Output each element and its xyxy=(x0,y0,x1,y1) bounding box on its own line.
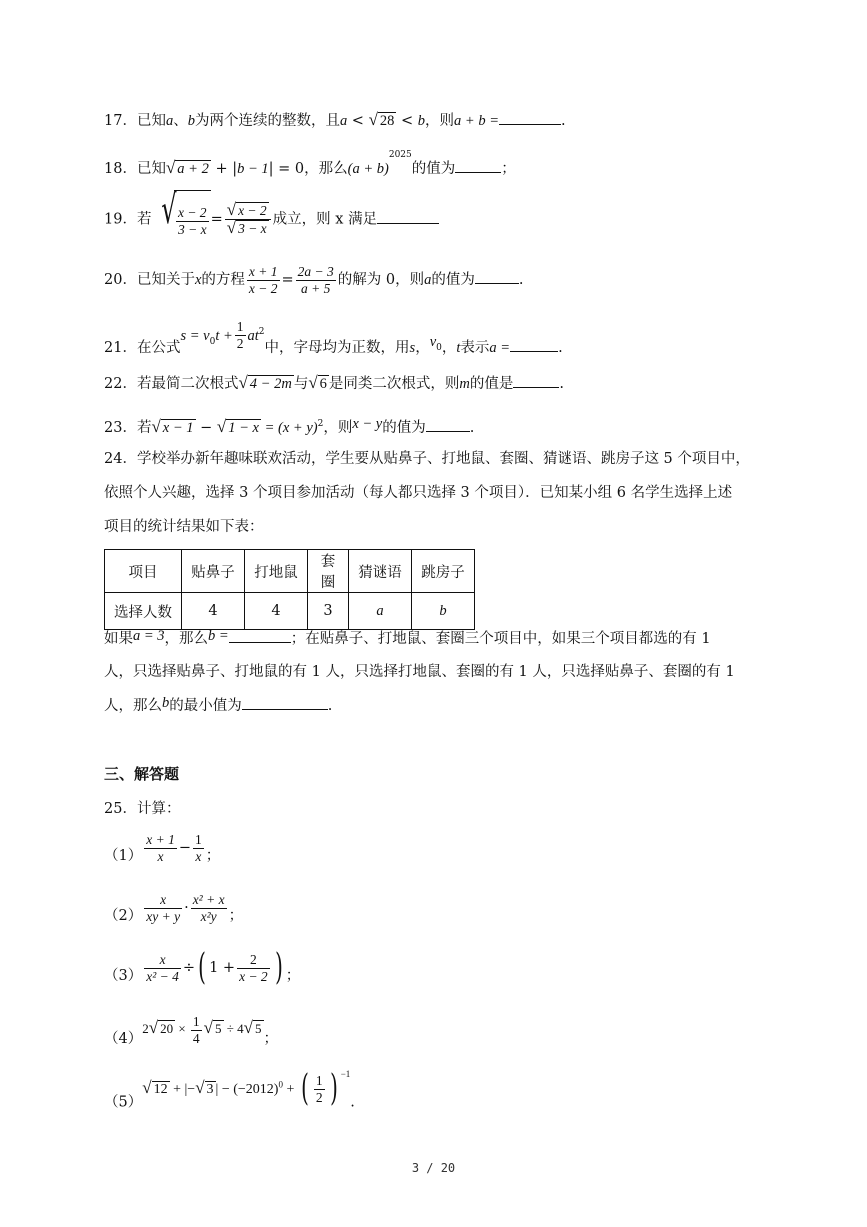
question-17: 17．已知a、b为两个连续的整数，且a < √ 28 < b，则a + b = . xyxy=(104,110,566,129)
question-19: 19．若 √ $\frac{x - 2}{3 - x}$ = $\frac{√ x - 2}{√ 3 - x}$ 成立，则 x 满足 xyxy=(104,190,439,249)
answer-blank xyxy=(242,695,328,710)
question-22: 22．若最简二次根式√ 4 − 2m 与√ 6 是同类二次根式，则m的值是 . xyxy=(104,373,564,392)
question-24-line5: 人，只选择贴鼻子、打地鼠的有 1 人，只选择打地鼠、套圈的有 1 人，只选择贴鼻子、套圈的有 1 xyxy=(104,664,735,680)
question-24-line2: 依照个人兴趣，选择 3 个项目参加活动（每人都只选择 3 个项目）．已知某小组 6 名学生选择上述 xyxy=(104,485,733,501)
table-cell: 猜谜语 xyxy=(349,550,412,593)
question-24-line4: 如果a = 3，那么b = ；在贴鼻子、打地鼠、套圈三个项目中，如果三个项目都选的有 1 xyxy=(104,628,711,647)
question-23: 23．若√ x − 1 − √ $1 - x = (x + y)^2$，则x − y的值为 . xyxy=(104,415,475,436)
question-24-line3: 项目的统计结果如下表： xyxy=(104,519,264,535)
table-cell: 打地鼠 xyxy=(245,550,308,593)
question-18: 18．已知√ a + 2 + |b − 1| = 0，那么$(a + b)^{2025}$的值为 ； xyxy=(104,150,516,177)
answer-blank xyxy=(377,209,439,224)
table-cell: a xyxy=(349,593,412,630)
part-3: （3） $\frac{x}{\text{x² − 4}}$ ÷( 1 + $\frac{2}{x - 2}$ ) ； xyxy=(104,947,301,988)
part-2: （2） $\frac{x}{xy + y}$ · $\frac{\text{x² + x}}{\text{x²y}}$ ； xyxy=(104,891,244,924)
question-20: 20．已知关于x的方程 $\frac{x + 1}{x - 2}$ = $\frac{2a - 3}{a + 5}$ 的解为 0，则a的值为 . xyxy=(104,263,524,296)
table-cell: 选择人数 xyxy=(105,593,182,630)
table-header-row xyxy=(105,550,475,593)
answer-blank xyxy=(426,417,470,432)
table-cell: 3 xyxy=(308,593,349,630)
answer-blank xyxy=(455,158,501,173)
section-heading: 三、解答题 xyxy=(104,765,180,783)
question-24-line6: 人，那么b的最小值为 . xyxy=(104,695,333,714)
answer-blank xyxy=(499,110,561,125)
table-cell: 4 xyxy=(182,593,245,630)
question-21: 21．在公式$s = v_0t$ + $\frac{1}{2}$ $at^2$中，字母均为正数，用s，$v_0$，t表示a = . xyxy=(104,319,563,356)
answer-blank xyxy=(510,337,558,352)
table-cell: 4 xyxy=(245,593,308,630)
page-number: 3 / 20 xyxy=(411,1161,456,1175)
table-row xyxy=(105,593,475,630)
question-24-line1: 24．学校举办新年趣味联欢活动，学生要从贴鼻子、打地鼠、套圈、猜谜语、跳房子这 5 个项目中， xyxy=(104,451,750,467)
answer-blank xyxy=(229,628,291,643)
answer-blank xyxy=(513,373,559,388)
table-cell: 跳房子 xyxy=(412,550,475,593)
part-5: （5）√ 12 + |−√ 3 | − $(-2012)^0$ + ( $\frac{1}{2}$ ) $^{-1}$. xyxy=(104,1068,355,1111)
part-1: （1） $\frac{x + 1}{x}$ − $\frac{1}{x}$ ； xyxy=(104,831,221,864)
question-25: 25．计算： xyxy=(104,801,181,817)
part-4: （4）2√ 20 × $\frac{1}{4}$ √ 5 ÷ 4√ 5； xyxy=(104,1013,278,1047)
table-cell: 项目 xyxy=(105,550,182,593)
table-cell: b xyxy=(412,593,475,630)
statistics-table xyxy=(104,549,475,630)
table-cell: 套圈 xyxy=(308,550,349,593)
answer-blank xyxy=(475,269,519,284)
table-cell: 贴鼻子 xyxy=(182,550,245,593)
